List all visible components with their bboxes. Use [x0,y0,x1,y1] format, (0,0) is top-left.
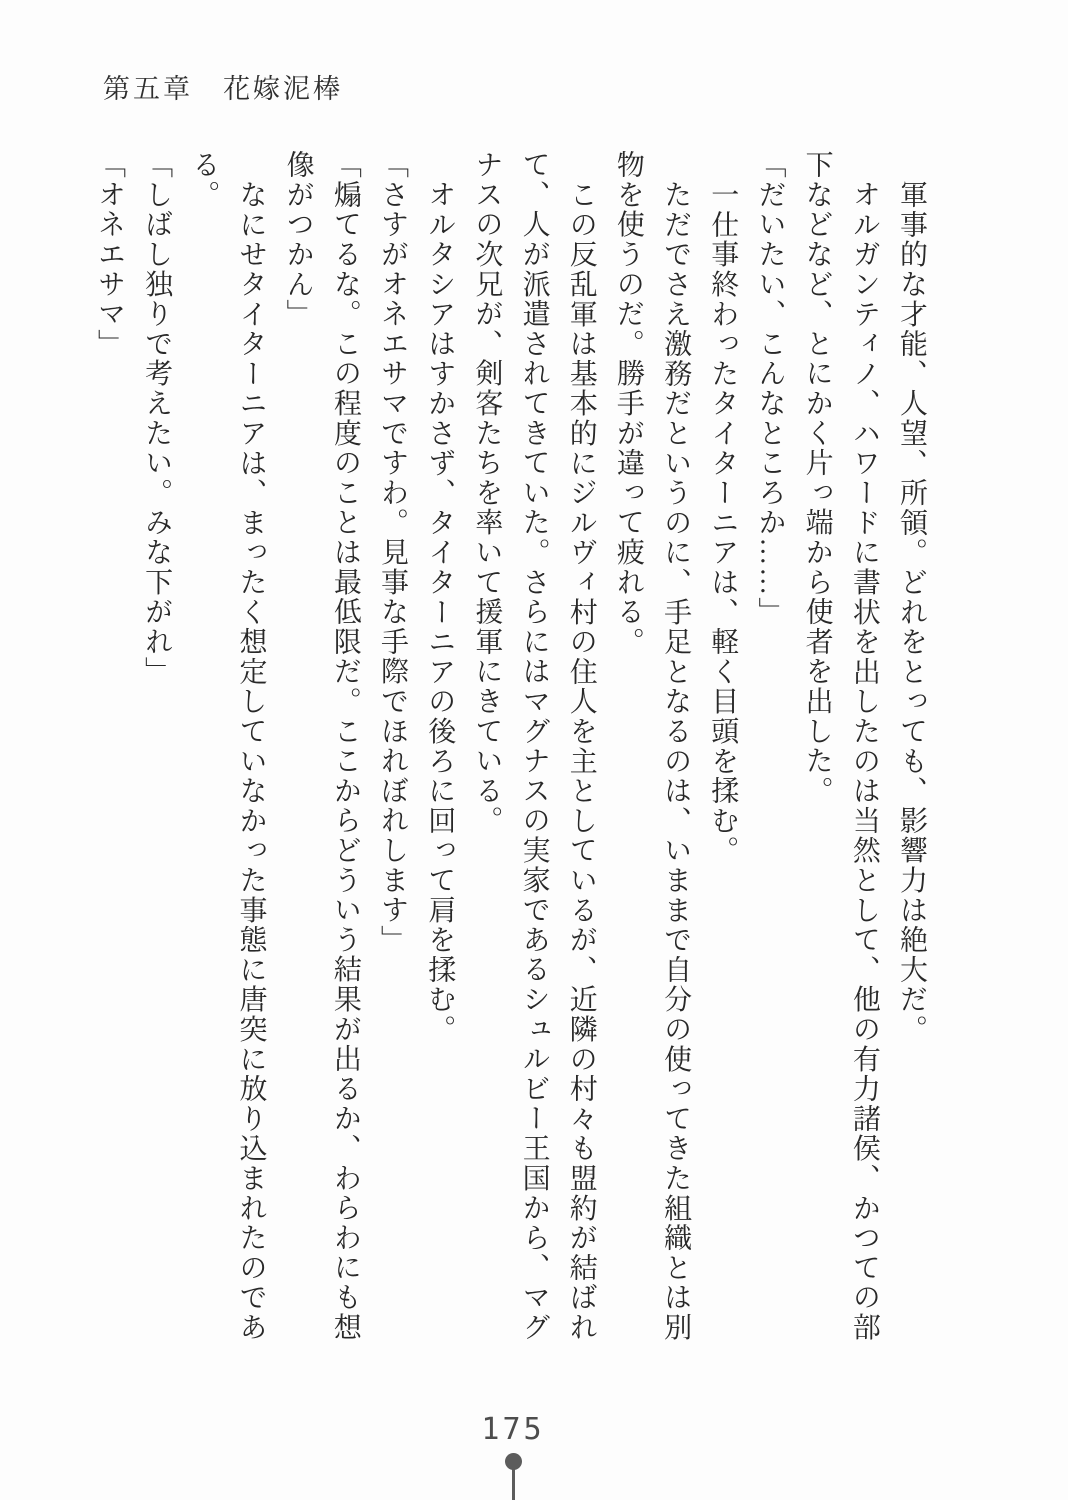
text-column-3: 下などなど、とにかく片っ端から使者を出した。 [801,150,833,806]
text-column-9: て、人が派遣されてきていた。さらにはマグナスの実家であるシュルビー王国から、マグ [518,150,550,1342]
text-column-11: オルタシアはすかさず、タイターニアの後ろに回って肩を揉む。 [424,179,456,1044]
text-column-5: 一仕事終わったタイターニアは、軽く目頭を揉む。 [707,179,739,866]
text-column-15: なにせタイターニアは、まったく想定していなかった事態に唐突に放り込まれたのであ [235,179,267,1342]
text-column-6: ただでさえ激務だというのに、手足となるのは、いままで自分の使ってきた組織とは別 [660,179,692,1342]
text-column-2: オルガンティノ、ハワードに書状を出したのは当然として、他の有力諸侯、かつての部 [848,179,880,1342]
text-column-14: 像がつかん」 [282,150,314,329]
text-column-12: 「さすがオネエサマですわ。見事な手際でほれぼれします」 [377,150,409,955]
text-column-4: 「だいたい、こんなところか……」 [754,150,786,627]
text-column-16: る。 [188,150,220,210]
text-column-7: 物を使うのだ。勝手が違って疲れる。 [612,150,644,657]
pin-stem [512,1466,515,1500]
text-column-18: 「オネエサマ」 [93,150,125,359]
text-column-13: 「煽てるな。この程度のことは最低限だ。ここからどういう結果が出るか、わらわにも想 [329,150,361,1342]
chapter-header: 第五章 花嫁泥棒 [103,74,343,104]
text-column-1: 軍事的な才能、人望、所領。どれをとっても、影響力は絶大だ。 [896,179,927,1044]
text-column-17: 「しばし独りで考えたい。みな下がれ」 [141,150,173,687]
page-number: 175 [481,1412,545,1447]
text-column-10: ナスの次兄が、剣客たちを率いて援軍にきている。 [471,150,503,836]
text-column-8: この反乱軍は基本的にジルヴィ村の住人を主としているが、近隣の村々も盟約が結ばれ [565,179,597,1342]
